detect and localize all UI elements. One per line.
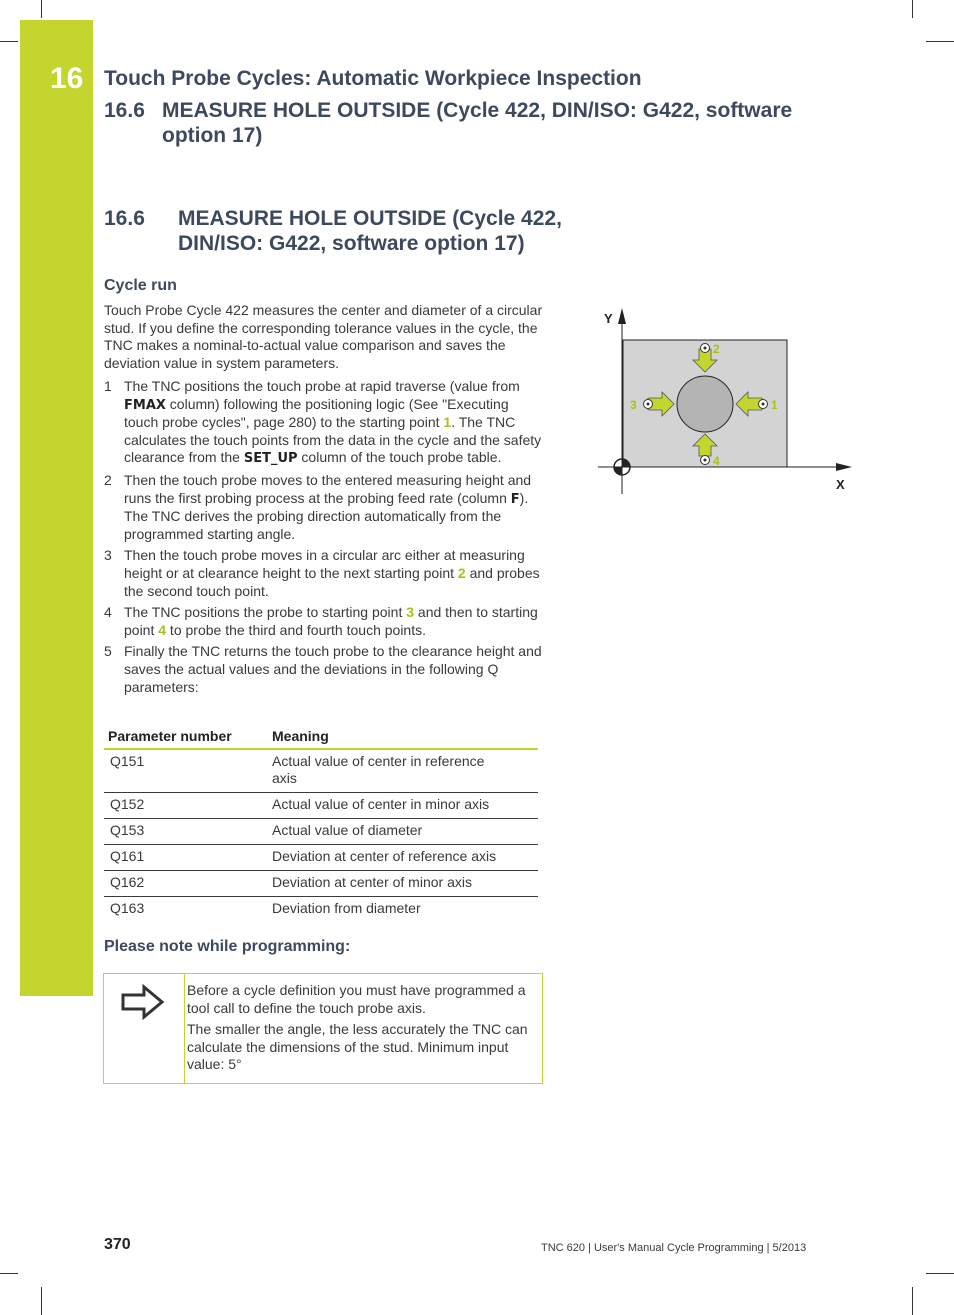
step-text: Then the touch probe moves to the entered measuring height and runs the first probing process at the probing feed rate (column: [124, 471, 532, 506]
table-cell: Q151: [104, 749, 266, 793]
point-ref: 1: [443, 414, 452, 431]
list-item: [104, 378, 544, 468]
table-header-row: [104, 726, 538, 749]
code-term: SET_UP: [243, 451, 298, 467]
table-cell: Q162: [104, 871, 266, 897]
page-number: 370: [104, 1236, 131, 1253]
point-ref: 2: [457, 564, 466, 581]
crop-mark: [0, 1273, 18, 1274]
step-number: 3: [104, 547, 112, 564]
running-header-title: Touch Probe Cycles: Automatic Workpiece Inspection: [104, 67, 642, 90]
crop-mark: [926, 1273, 954, 1274]
step-text: Finally the TNC returns the touch probe to the clearance height and saves the actual values and the deviations in the following Q parameters:: [124, 643, 542, 695]
note-text: [187, 982, 537, 1078]
x-axis-arrow: [836, 463, 852, 471]
cycle-run-intro: Touch Probe Cycle 422 measures the center and diameter of a circular stud. If you define the corresponding tolerance values in the cycle, the TNC makes a nominal-to-actual value comparison and saves the deviation value in system parameters.: [104, 302, 543, 371]
table-cell: Deviation at center of minor axis: [266, 871, 538, 897]
table-row: [104, 897, 538, 923]
cycle-steps-list: [104, 378, 544, 700]
point-label-2: 2: [713, 342, 720, 356]
table-cell: Q152: [104, 793, 266, 819]
table-cell: Q163: [110, 900, 145, 916]
crop-mark: [926, 41, 954, 42]
note-box: [103, 973, 543, 1084]
table-row: [104, 845, 538, 871]
list-item: [104, 472, 544, 543]
table-cell: Q161: [104, 845, 266, 871]
table-cell: Actual value of diameter: [266, 819, 538, 845]
stud-circle: [677, 376, 733, 432]
step-text: and then to starting point: [124, 604, 538, 638]
step-number: 5: [104, 643, 112, 660]
cycle-run-heading: Cycle run: [104, 277, 177, 294]
list-item: [104, 643, 544, 696]
y-axis-label: Y: [604, 311, 613, 326]
step-text: The TNC positions the probe to starting point: [124, 604, 407, 621]
table-cell: Deviation at center of reference axis: [266, 845, 538, 871]
crop-mark: [912, 1287, 913, 1315]
column-header: Parameter number: [104, 726, 266, 749]
step-text: The TNC positions the touch probe at rapid traverse (value from: [124, 378, 520, 394]
q-parameter-table: [104, 726, 538, 922]
point-label-1: 1: [771, 398, 778, 412]
crop-mark: [41, 1287, 42, 1315]
table-row: [104, 819, 538, 845]
note-heading: Please note while programming:: [104, 938, 351, 955]
running-header-section: [104, 98, 804, 148]
code-term: F: [510, 491, 520, 507]
table-row: [104, 871, 538, 897]
y-axis-arrow: [618, 308, 626, 324]
crop-mark: [912, 0, 913, 18]
section-title-text: MEASURE HOLE OUTSIDE (Cycle 422, DIN/ISO: G422, software option 17): [178, 207, 562, 255]
chapter-number: 16: [50, 62, 84, 95]
step-text: to probe the third and fourth touch points.: [166, 621, 426, 638]
point-label-3: 3: [630, 398, 637, 412]
table-cell: Actual value of center in minor axis: [266, 793, 538, 819]
code-term: FMAX: [124, 397, 166, 413]
table-cell: Q153: [104, 819, 266, 845]
list-item: [104, 547, 544, 600]
arrow-right-icon: [120, 984, 166, 1025]
step-text: Then the touch probe moves in a circular arc either at measuring height or at clearance height to the next starting point: [124, 547, 525, 581]
section-number: 16.6: [104, 207, 145, 230]
running-header-section-number: 16.6: [104, 99, 145, 122]
crop-mark: [0, 41, 18, 42]
table-row: [104, 749, 538, 793]
point-ref: 4: [158, 621, 167, 638]
step-text: column) following the positioning logic (See "Executing touch probe cycles", page 280) to the starting point: [124, 395, 509, 431]
note-divider: [184, 974, 185, 1083]
table-row: [104, 793, 538, 819]
step-text: column of the touch probe table.: [297, 449, 502, 466]
point-ref: 3: [406, 604, 415, 621]
step-text: ). The TNC derives the probing direction automatically from the programmed starting angle.: [124, 489, 529, 542]
list-item: [104, 604, 544, 639]
chapter-sidebar: [20, 20, 93, 996]
table-cell: Deviation from diameter: [272, 900, 421, 916]
probing-diagram: [596, 306, 856, 501]
step-number: 1: [104, 378, 112, 394]
point-label-4: 4: [713, 454, 720, 468]
section-title: [104, 206, 574, 256]
note-line: Before a cycle definition you must have programmed a tool call to define the touch probe axis.: [187, 982, 526, 1016]
table-cell: Actual value of center in reference axis: [266, 749, 538, 793]
footer-info: TNC 620 | User's Manual Cycle Programming | 5/2013: [541, 1242, 807, 1254]
column-header: Meaning: [266, 726, 538, 749]
crop-mark: [41, 0, 42, 18]
x-axis-label: X: [836, 477, 845, 492]
note-line: The smaller the angle, the less accurately the TNC can calculate the dimensions of the stud. Minimum input value: 5°: [187, 1021, 528, 1073]
step-number: 2: [104, 471, 112, 488]
running-header-section-title: MEASURE HOLE OUTSIDE (Cycle 422, DIN/ISO: G422, software option 17): [162, 99, 793, 147]
step-text: and probes the second touch point.: [124, 564, 540, 599]
step-text: . The TNC calculates the touch points from the data in the cycle and the safety clearance from the: [124, 414, 542, 466]
step-number: 4: [104, 604, 112, 621]
